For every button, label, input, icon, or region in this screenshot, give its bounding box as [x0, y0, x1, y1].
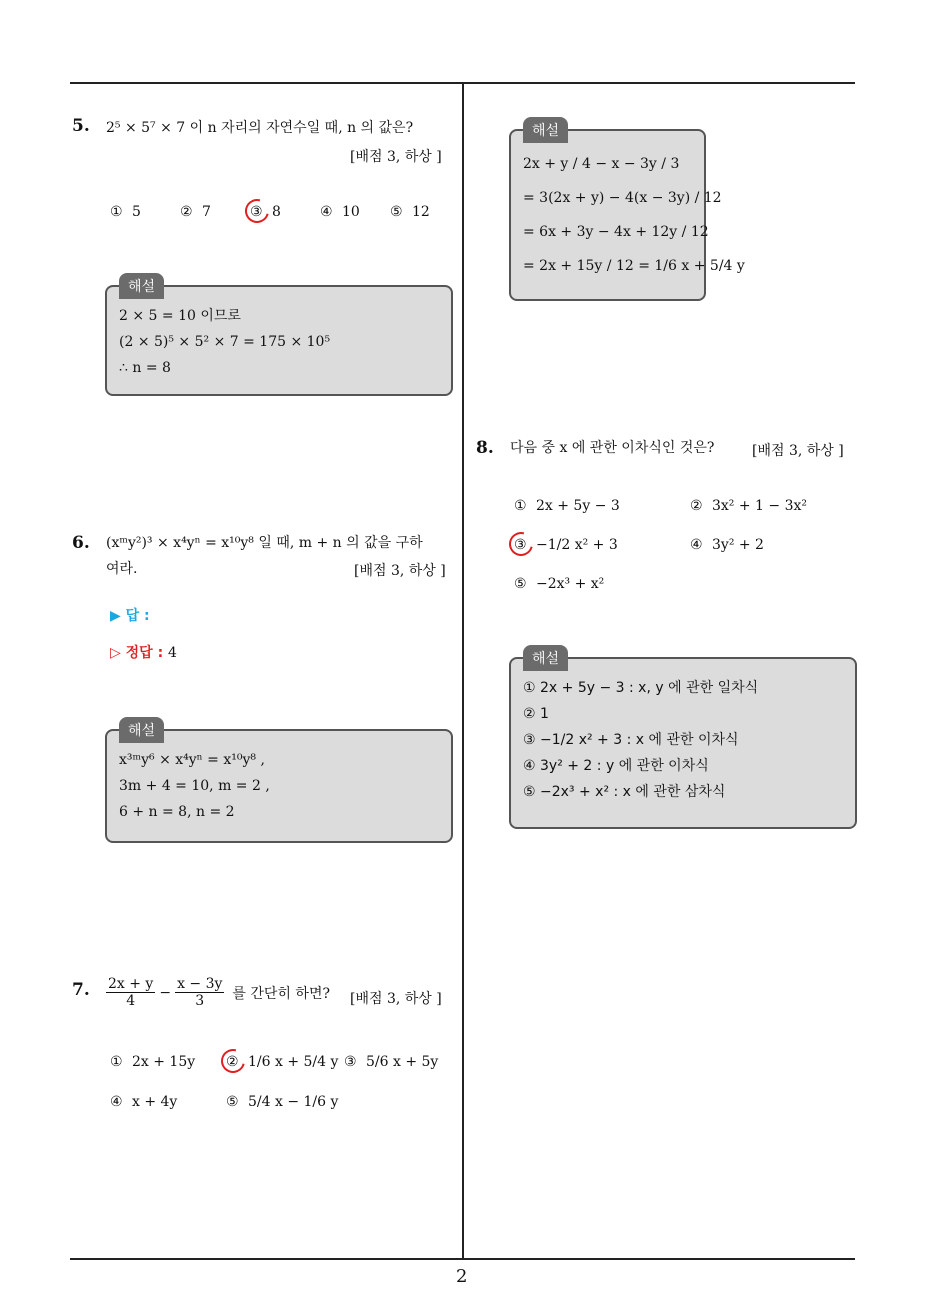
- column-divider: [462, 84, 464, 1258]
- q6-solution-line: 3m + 4 = 10, m = 2 ,: [119, 778, 270, 794]
- q5-meta: [배점 3, 하상 ]: [350, 149, 442, 165]
- q8-option-5[interactable]: ⑤ −2x³ + x²: [514, 576, 605, 592]
- q8-solution-line: ② 1: [523, 706, 549, 722]
- q5-number: 5.: [72, 116, 90, 136]
- q8-solution-box: [509, 651, 857, 829]
- q7-solution-line: = 6x + 3y − 4x + 12y / 12: [523, 224, 709, 240]
- q7-option-4[interactable]: ④ x + 4y: [110, 1094, 178, 1110]
- q5-solution-line: ∴ n = 8: [119, 360, 171, 376]
- q5-selected-circle-icon: [241, 195, 274, 228]
- q8-option-1[interactable]: ① 2x + 5y − 3: [514, 498, 620, 514]
- q5-question-text: 2⁵ × 5⁷ × 7 이 n 자리의 자연수일 때, n 의 값은?: [106, 120, 414, 136]
- q7-number: 7.: [72, 980, 90, 1000]
- page-number: 2: [456, 1266, 468, 1287]
- q6-solution-line: x³ᵐy⁶ × x⁴yⁿ = x¹⁰y⁸ ,: [119, 752, 265, 768]
- q8-solution-line: ⑤ −2x³ + x² : x 에 관한 삼차식: [523, 784, 726, 800]
- q8-solution-line: ④ 3y² + 2 : y 에 관한 이차식: [523, 758, 709, 774]
- q7-frac2-denominator: 3: [195, 993, 205, 1009]
- q7-solution-line: = 2x + 15y / 12 = 1/6 x + 5/4 y: [523, 258, 745, 274]
- q7-solution-tag: 해설: [523, 117, 568, 143]
- q7-option-5[interactable]: ⑤ 5/4 x − 1/6 y: [226, 1094, 339, 1110]
- q7-option-1[interactable]: ① 2x + 15y: [110, 1054, 196, 1070]
- q6-question-text-line2: 여라.: [106, 561, 138, 577]
- q6-solution-box: [105, 723, 453, 843]
- q7-question-expression: [106, 976, 330, 1009]
- q6-meta: [배점 3, 하상 ]: [354, 563, 446, 579]
- q6-question-text-line1: (xᵐy²)³ × x⁴yⁿ = x¹⁰y⁸ 일 때, m + n 의 값을 구하: [106, 535, 423, 551]
- q7-frac1-numerator: 2x + y: [108, 976, 154, 992]
- q8-number: 8.: [476, 438, 494, 458]
- q7-frac2-numerator: x − 3y: [177, 976, 223, 992]
- q8-solution-line: ① 2x + 5y − 3 : x, y 에 관한 일차식: [523, 680, 759, 696]
- q8-option-2[interactable]: ② 3x² + 1 − 3x²: [690, 498, 807, 514]
- q7-meta: [배점 3, 하상 ]: [350, 991, 442, 1007]
- q6-correct-value: 4: [168, 645, 177, 661]
- q7-option-2[interactable]: ② 1/6 x + 5/4 y: [226, 1054, 339, 1070]
- q8-selected-circle-icon: [505, 528, 538, 561]
- q6-answer-label: ▶ 답 :: [110, 608, 150, 624]
- q6-correct-label: ▷ 정답 : 4: [110, 645, 177, 661]
- q8-question-text: 다음 중 x 에 관한 이차식인 것은?: [510, 440, 715, 456]
- q7-solution-box: [509, 123, 745, 301]
- q8-solution-tag: 해설: [523, 645, 568, 671]
- q5-option-2[interactable]: ② 7: [180, 204, 211, 220]
- q6-number: 6.: [72, 533, 90, 553]
- q5-option-1[interactable]: ① 5: [110, 204, 141, 220]
- q6-solution-line: 6 + n = 8, n = 2: [119, 804, 235, 820]
- q8-option-4[interactable]: ④ 3y² + 2: [690, 537, 764, 553]
- q5-option-4[interactable]: ④ 10: [320, 204, 360, 220]
- q8-option-3[interactable]: ③ −1/2 x² + 3: [514, 537, 618, 553]
- q7-solution-line: = 3(2x + y) − 4(x − 3y) / 12: [523, 190, 722, 206]
- q7-frac1-denominator: 4: [126, 993, 136, 1009]
- q8-solution-line: ③ −1/2 x² + 3 : x 에 관한 이차식: [523, 732, 739, 748]
- q7-minus: −: [159, 984, 172, 1001]
- q7-question-text: 를 간단히 하면?: [232, 985, 330, 1002]
- q5-option-5[interactable]: ⑤ 12: [390, 204, 430, 220]
- q6-solution-tag: 해설: [119, 717, 164, 743]
- q7-solution-line: 2x + y / 4 − x − 3y / 3: [523, 156, 680, 172]
- q7-selected-circle-icon: [217, 1045, 250, 1078]
- q5-solution-tag: 해설: [119, 273, 164, 299]
- q5-solution-box: [105, 279, 453, 396]
- q5-option-3[interactable]: ③ 8: [250, 204, 281, 220]
- q5-solution-line: (2 × 5)⁵ × 5² × 7 = 175 × 10⁵: [119, 334, 331, 350]
- bottom-rule: [70, 1258, 855, 1260]
- q7-option-3[interactable]: ③ 5/6 x + 5y: [344, 1054, 439, 1070]
- q5-solution-line: 2 × 5 = 10 이므로: [119, 308, 241, 324]
- q8-meta: [배점 3, 하상 ]: [752, 443, 844, 459]
